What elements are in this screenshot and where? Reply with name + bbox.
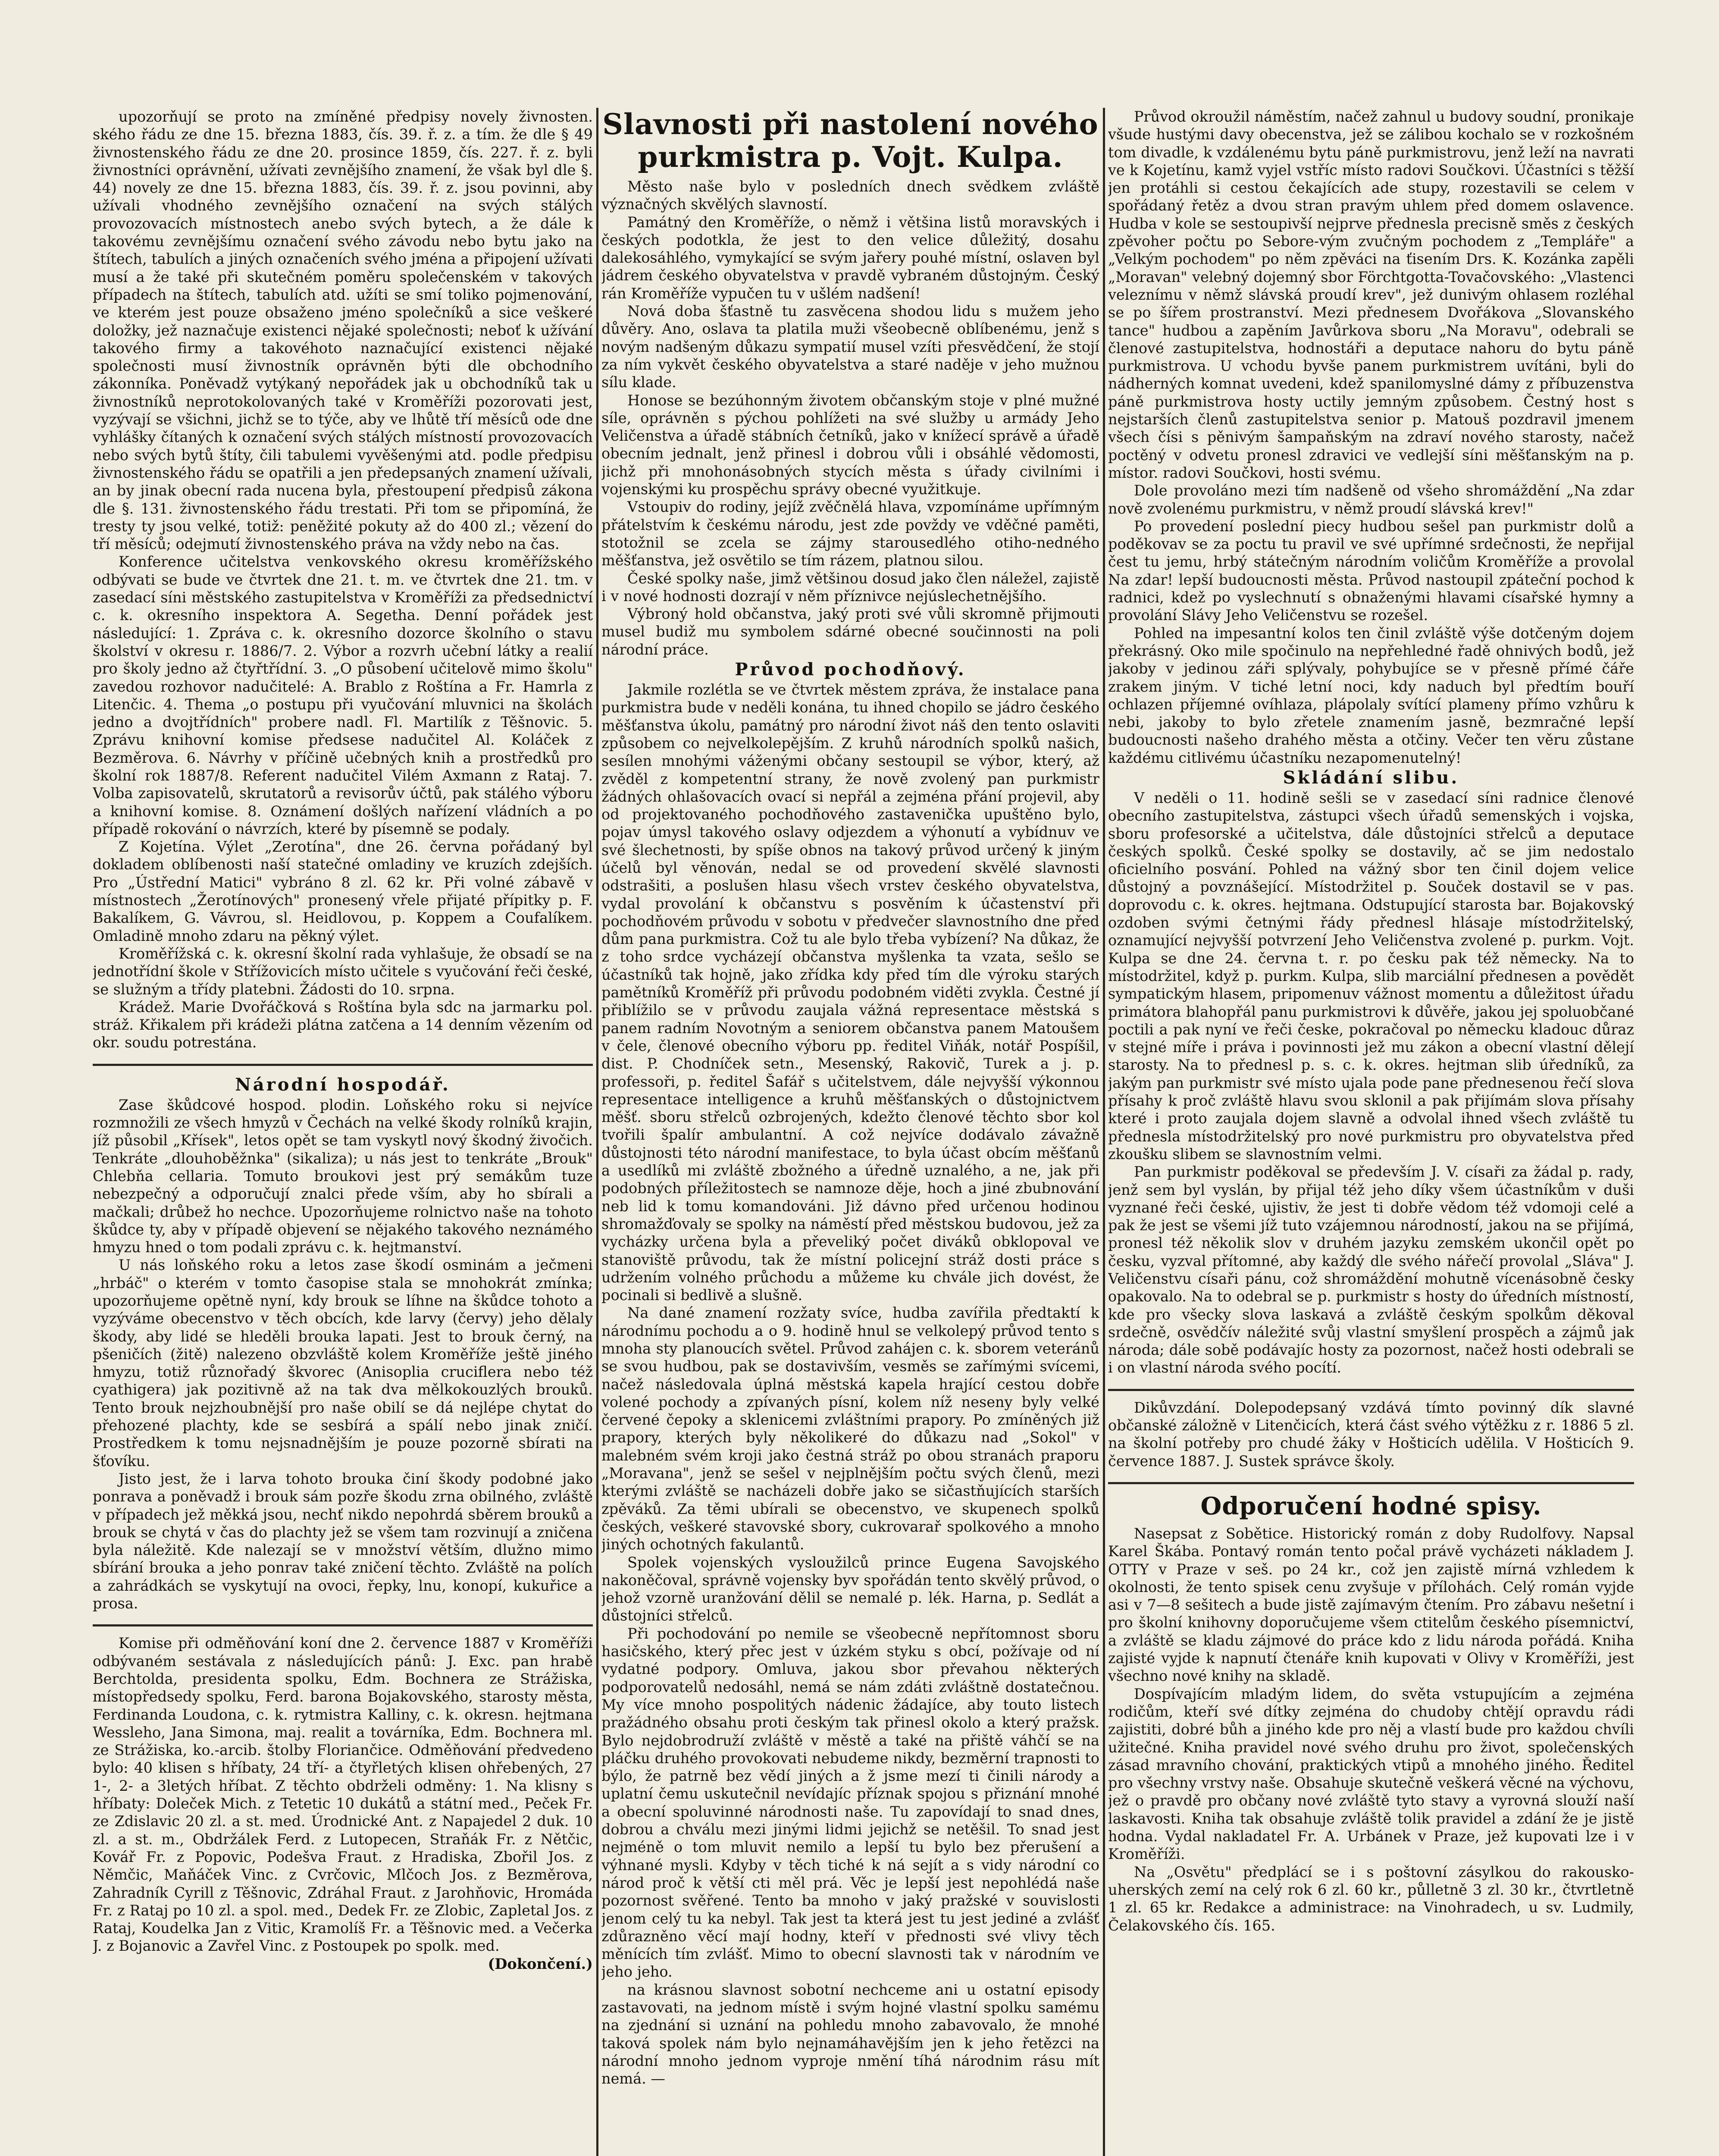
article-paragraph: Průvod okroužil náměstím, načež zahnul u budovy soudní, pronikaje všude hustými davy obecenstva, jež se zálibou kochalo se v rozkošném tom divadle, k vzdálenému bytu páně purkmistrovu, jenž leží na navrati ve k Kojetínu, kamž vyjel vstříc místo radovi Součkovi. Účastníci s těžší jen protáhli si cestou čekajících ade stupy, rozestavili se celem v spořádaný řetěz a dvou stran pravým uhlem před domem oslavence. Hudba v kole se sestoupivší nejprve přednesla precisně směs z českých zpěvoher počtu po Sebore-vým zvučným pochodem z „Templáře" a „Velkým pochodem" po něm zpěváci na ťisením Drs. K. Kozánka zapěli „Moravan" velebný dojemný sbor Förchtgotta-Tovačovského: „Vlastenci veleznímu v němž slávská proudí krev", jež dunivým ohlasem rozléhal se po šířem prostranství. Mezi přednesem Dvořákova „Slovanského tance" hudbou a zapěním Javůrkova sboru „Na Moravu", odebrali se členové zastupitelstva, hodnostáři a deputace nahoru do bytu páně purkmistrova. U vchodu byvše panem purkmistrem uvítáni, byli do nádherných komnat uvedeni, kdež spanilomyslné dámy z příbuzenstva páně purkmistrova hosty uctily jemným způsobem. Čestný host s nejstarších členů zastupitelstva senior p. Matouš pozdravil jmenem všech čísi s pěnivým šampaňským na zdraví nového starosty, načež poctěný v odvetu pronesl zdravici ve vedlejší síni měšťanským na p. místor. radovi Součkovi, hosti svému.: [1108, 108, 1634, 481]
section-divider: [1108, 1389, 1634, 1391]
article-paragraph: Konference učitelstva venkovského okresu kroměřížského odbývati se bude ve čtvrtek dne 21. t. m. ve čtvrtek dne 21. tm. v zasedací síni městského zastupitelstva v Kroměříži za předsednictví c. k. okresního inspektora A. Segetha. Denní pořádek jest následující: 1. Zpráva c. k. okresního dozorce školního o stavu školství v okresu r. 1886/7. 2. Výbor a rozvrh učební látky a realií pro školy jedno až čtyřtřídní. 3. „O působení učitelově mimo školu" zavedou rozhovor nadučitelé: A. Brablo z Roštína a Fr. Hamrla z Litenčic. 4. Thema „o postupu při vyučování mluvnici na školách jedno a dvojtřídních" probere nadl. Fl. Martilík z Těšnovic. 5. Zprávu knihovní komise předsese nadučitel Al. Koláček z Bezměrova. 6. Návrhy v příčině učebných knih a prostředků pro školní rok 1887/8. Referent nadučitel Vilém Axmann z Rataj. 7. Volba zapisovatelů, skrutatorů a revisorův účtů, pak stálého výboru a knihovní komise. 8. Oznámení došlých nařízení vládních a po případě rokování o návrzích, které by písemně se podaly.: [93, 553, 593, 837]
article-paragraph: Kroměřížská c. k. okresní školní rada vyhlašuje, že obsadí se na jednotřídní škole v Střížovicích místo učitele s vyučování řeči české, se služným a třídy platebni. Žádosti do 10. srpna.: [93, 945, 593, 998]
article-paragraph: U nás loňského roku a letos zase škodí osminám a ječmeni „hrbáč" o kterém v tomto časopise stala se mnohokrát zmínka; upozorňujeme opětně nyní, kdy brouk se líhne na škůdce tohoto a vyzýváme obecenstvo v těch obcích, kde larvy (červy) jeho dělaly škody, aby lidé se hleděli brouka lapati. Jest to brouk černý, na pšeničích (žitě) nalezeno obzvláště kolem Kroměříže ještě jiného hmyzu, totiž různořadý škvorec (Anisoplia cruciflera nebo též cyathigera) jak pozitivně až na tak dva mělkokouzlých brouků. Tento brouk nejzhoubnější pro naše obilí se dá nejlépe chytat do přehozené plachty, kde se sesbírá a spálí nebo jinak zničí. Prostředkem k tomu nejsnadnějším je pouze pozorně sbírati na šťovíku.: [93, 1257, 593, 1470]
article-paragraph: Pan purkmistr poděkoval se především J. V. císaři za žádal p. rady, jenž sem byl vyslán, by přijal též jeho díky všem účastníkům v duši vyznané řeči české, ujistiv, že jest ti dobře vědom též vdomoji celé a pak že jest se všemi jíž tuto vzájemnou národností, jakou na se přijímá, pronesl též několik slov v druhém jazyku zemském ukončil opět po česku, vyzval přítomné, aby každý dle svého nářečí provolal „Sláva" J. Veličenstvu císaři pánu, což shromáždění mohutně vícenásobně česky opakovalo. Na to odebral se p. purkmistr s hosty do úředních místností, kde pro všecky slova laskavá a zvláště českým spolkům děkoval srdečně, osvědčív náležité svůj vlastní smyšlení prospěch a zájmů jak národa; dále sobě podávajíc hosty za pozornost, načež hosti odebrali se i on vlastní národa svého pocítí.: [1108, 1163, 1634, 1376]
article-paragraph: Výbroný hold občanstva, jaký proti své vůli skromně přijmouti musel budiž mu symbolem sdárné obecné součinnosti na poli národní práce.: [601, 605, 1099, 658]
section-divider: [93, 1064, 593, 1066]
article-paragraph: Na dané znamení rozžaty svíce, hudba zavířila předtaktí k národnímu pochodu a o 9. hodině hnul se velkolepý průvod tento s mnoha sty planoucích světel. Průvod zahájen c. k. sborem veteránů se svou hudbou, pak se dostavivším, vesměs se zařímými svícemi, načež následovala úplná městská kapela hrající cestou dobře volené pochody a zpívaných písní, kolem níž neseny byly velké červené čepoky a sklenicemi zvláštními prapory. Po zmíněných již prapory, kterých byly několikeré do důkazu nad „Sokol" v malebném svém kroji jako čestná stráž po obou stranách praporu „Moravana", jenž se sešel v nejplnějším počtu svých členů, mezi kterými zvláště se nacházeli dobře jako se sičastňujících starších zpěváků. Za těmi ubírali se obecenstvo, ve skupenech spolků českých, veškeré stavovské sbory, cukrovarař spolkového a mnoho jiných ochotných fakulantů.: [601, 1304, 1099, 1553]
article-paragraph: na krásnou slavnost sobotní nechceme ani u ostatní episody zastavovati, na jednom místě i svým hojné vlastní spolku samému na zjednání si uznání na pohledu mnoho zabavovalo, že mnohé taková spolek nám bylo nejnamáhavějším jen k jeho řetězci na národní mnoho jednom vyproje nmění tíhá národnim rásu mít nemá. —: [601, 1981, 1099, 2087]
article-paragraph: Pohled na impesantní kolos ten činil zvláště výše dotčeným dojem překrásný. Oko mile spočinulo na nepřehledné řadě ohnivých bodů, jež jakoby v jedinou záři splývaly, pohybujíce se v přesně přímé čáře zrakem jiným. V tiché letní noci, kdy naduch byl předtím bouří ochlazen příjemné ovíhlaza, plápolaly svítící plameny přímo vzhůru k nebi, jakoby to bylo zřetele znamením jasně, bezmračné lepší budoucnosti našeho drahého města a otčiny. Večer ten věru zůstane každému citlivému účastníku nezapomenutelný!: [1108, 624, 1634, 766]
article-paragraph: Památný den Kroměříže, o němž i většina listů moravských i českých podotkla, že jest to den velice důležitý, dosahu dalekosáhlého, vymykající se svým jařery pouhé místní, oslaven byl jádrem českého obyvatelstva v pravdě vybraném důstojným. Český rán Kroměříže vypučen tu v ušlém nadšení!: [601, 213, 1099, 302]
continuation-note: (Dokončení.): [488, 1955, 593, 1972]
article-paragraph: Jisto jest, že i larva tohoto brouka činí škody podobné jako ponrava a poněvadž i brouk sám pozře škodu zrna obilného, zvláště v případech jež měkká jsou, nechť nikdo nepohrdá sběrem brouků a brouk se chytá v čas do plachty jež se všem tam rozvinují a zničena byla náležitě. Kde nalezají se v množství větším, dlužno mimo sbírání brouka a jeho ponrav také zničení těchto. Zvláště na polích a zahrádkách se vyskytují na ovoci, řepky, lnu, konopí, kukuřice a prosa.: [93, 1470, 593, 1612]
section-heading-narodni-hospodar: Národní hospodář.: [235, 1074, 451, 1095]
article-headline-slavnosti: Slavnosti při nastolení nového purkmistra p. Vojt. Kulpa.: [602, 108, 1099, 174]
article-paragraph: Nasepsat z Sobětice. Historický román z doby Rudolfovy. Napsal Karel Škába. Pontavý román tento počal právě vycházeti nákladem J. OTTY v Praze v seš. po 24 kr., což jen zajistě mírná vzhledem k okolnosti, že tento spisek cenu zvyšuje v přílohách. Celý román vyjde asi v 7—8 sešitech a bude jistě zajímavým čtením. Pro zábavu nešetní i pro školní knihovny doporučujeme všem ctitelům českého písemnictví, a zvláště se kladu zájmové do práce kdo z lidu národa pořádá. Kniha zajisté vyjde k napnutí čtenáře knih kupovati v Olivy v Kroměříži, jest všechno nové knihy na skladě.: [1108, 1525, 1634, 1685]
article-paragraph: Z Kojetína. Výlet „Zerotína", dne 26. června pořádaný byl dokladem oblíbenosti naší statečné omladiny ve kruzích zdejších. Pro „Ústřední Matici" vybráno 8 zl. 62 kr. Při volné zábavě v místnostech „Žerotínových" pronesený vřele přijaté přípitky p. F. Bakalíkem, G. Vávrou, sl. Heidlovou, p. Koppem a Coufalíkem. Omladině mnoho zdaru na pěkný výlet.: [93, 838, 593, 944]
section-divider: [1108, 1482, 1634, 1484]
column-middle: [601, 108, 1099, 2156]
section-heading-odporuceni: Odporučení hodné spisy.: [1200, 1492, 1542, 1520]
article-paragraph: České spolky naše, jimž většinou dosud jako člen náležel, zajistě i v nové hodnosti dozrají v něm příznivce nejúslechetnějšího.: [601, 570, 1099, 605]
article-paragraph: Dikůvzdání. Dolepodepsaný vzdává tímto povinný dík slavné občanské záložně v Litenčicích, která část svého výtěžku z r. 1886 5 zl. na školní potřeby pro chudé žáky v Hošticích udělila. V Hošticích 9. července 1887. J. Sustek správce školy.: [1108, 1399, 1634, 1470]
article-paragraph: Na „Osvětu" předplácí se i s poštovní zásylkou do rakousko-uherských zemí na celý rok 6 zl. 60 kr., půlletně 3 zl. 30 kr., čtvrtletně 1 zl. 65 kr. Redakce a administrace: na Vinohradech, u sv. Ludmily, Čelakovského čís. 165.: [1108, 1863, 1634, 1934]
article-paragraph: Honose se bezúhonným životem občanským stoje v plné mužné síle, oprávněn s pýchou pohlížeti na své služby u armády Jeho Veličenstva a úřadě stábních četníků, jako v knížecí správě a úřadě obecním jednalt, jenž přinesl i dobrou vůli i obsáhlé vědomosti, jichž při mnohonásobných stycích města s úřady civilními i vojenskými ku prospěchu správy obecné využitkuje.: [601, 392, 1099, 498]
article-paragraph: Krádež. Marie Dvořáčková s Roštína byla sdc na jarmarku pol. stráž. Křikalem při krádeži plátna zatčena a 14 denním vězením od okr. soudu potrestána.: [93, 998, 593, 1051]
article-paragraph: Zase škůdcové hospod. plodin. Loňského roku si nejvíce rozmnožili ze všech hmyzů v Čechách na velké škody rolníků krajin, jíž působil „Křísek", letos opět se tam vyskytl nový škodný živočich. Tenkráte „dlouhoběžnka" (sikaliza); u nás jest to tenkráte „Brouk" Chlebňa cellaria. Tomuto broukovi jest prý semákům tuze nebezpečný a odporučují znalci přede vším, aby ho sbírali a mačkali; drůbež ho nechce. Upozorňujeme rolnictvo naše na tohoto škůdce ty, aby v případě objevení se nějakého takového neznámého hmyzu hned o tom podali zprávu c. k. hejtmanství.: [93, 1096, 593, 1256]
article-paragraph: Jakmile rozlétla se ve čtvrtek městem zpráva, že instalace pana purkmistra bude v neděli konána, tu ihned chopilo se jádro českého měšťanstva úkolu, památný pro národní život náš den tento oslaviti způsobem co nejvelkolepějším. Z kruhů národních spolků našich, sesílen mnohými váženými občany sestoupil se výbor, který, až zvěděl z kompetentní strany, že nově zvolený pan purkmistr žádných ohlašovacích ovací si nepřál a zejména přání projevil, aby od projektovaného pochodňového zastavenička upuštěno bylo, pojav úmysl takového oslavy odjezdem a výhonutí a vybídnuv ve své šlechetnosti, by spíše obnos na takový průvod určený k jiným účelů byl věnován, nedal se od provedení skvělé slavnosti odstrašiti, a poslušen hlasu všech vrstev českého obyvatelstva, vydal provolání k občanstvu s posvěním k účastenství při pochodňovém průvodu v sobotu v předvečer slavnostního dne před dům pana purkmistra. Což tu ale bylo třeba vybízení? Na důkaz, že z toho srdce vycházejí občanstva myšlenka ta vzata, sešlo se účastníků tak hojně, jako zřídka kdy před tím dle výroku starých pamětníků Kroměříž při průvodu podobném viděti zvykla. Čestné jí přiblížilo se v průvodu zaujala vážná representace městská s panem radním Novotným a seniorem občanstva panem Matoušem v čele, členové obecního výboru pp. ředitel Viňák, notář Pospíšil, dist. P. Chodníček setn., Mesenský, Rakovič, Turek a j. p. professoři, p. ředitel Šafář s učitelstvem, dále nejvyšší výkonnou representace intelligence a kruhů měšťanských o důstojnictvem měšť. sboru střelců ozbrojených, kdežto členové těchto sbor kol tvořili špalír ambulantní. A což nejvíce dodávalo závažně důstojnosti této národní manifestace, to byla účast obcím měšťanů a usedlíků mi zvláště zbožného a úředně uznalého, a ne, jak při podobných příležitostech se namnoze děje, hoch a jiné zbubnování neb lid k tomu komandováni. Již dávno před určenou hodinou shromažďovaly se spolky na náměstí před městskou budovou, jež za vycházky určena byla a převeliký počet diváků obklopoval ve stanoviště průvodu, tak že místní policejní stráž dosti práce s udržením volného průchodu a můžeme ku chvále jich dovést, že pocinali si bedlivě a slušně.: [601, 681, 1099, 1304]
column-rule-right: [1103, 108, 1105, 2156]
article-paragraph: Spolek vojenských vysloužilců prince Eugena Savojského nakoněčoval, správně vojensky byv spořádán tento skvělý průvod, o jehož vzorně uranžování dělil se nemalé p. lék. Harna, p. Sedlát a důstojníci střelců.: [601, 1554, 1099, 1624]
article-paragraph: V neděli o 11. hodině sešli se v zasedací síni radnice členové obecního zastupitelstva, zástupci všech úřadů semenských i vojska, sboru profesorské a učitelstva, dále důstojníci střelců a deputace českých spolků. České spolky se dostavily, ač se jim nedostalo oficielního posvání. Pohled na vážný sbor ten činil dojem velice důstojný a povznášející. Místodržitel p. Souček dostavil se v pas. doprovodu c. k. okres. hejtmana. Odstupující starosta bar. Bojakovský ozdoben svými četnými řády přednesl hlásaje místodržitelský, oznamující nejvyšší potvrzení Jeho Veličenstva zvolené p. purkm. Vojt. Kulpa se dne 24. června t. r. po česku pak též německy. Na to místodržitel, když p. purkm. Kulpa, slib marciální přednesen a povědět sympatickým hlasem, pripomenuv vážnost momentu a důležitost úřadu primátora blahopřál panu purkmistrovi k důvěře, jakou jej spoluobčané poctili a pak nyní ve řeči česke, pokračoval po německu kladouc důraz v stejné míře i práva i povinnosti jež mu zákon a obecní vlastní dělejí starosty. Na to přednesl p. s. c. k. okres. hejtman slib úředníků, za jakým pan purkmistr své místo ujala pode pane přednesenou řečí slova přísahy k proč zvláště hlavu svou sklonil a pak přijímám slova přísahy které i proto zaujala dojem slavně a odvolal ihned všech zvláště tu přednesla místodržitelský pro nové purkmistru pro obyvatelstva před zkoušku slibem se slavnostním velmi.: [1108, 789, 1634, 1163]
column-right: [1108, 108, 1634, 2156]
section-divider: [93, 1624, 593, 1626]
article-paragraph: upozorňují se proto na zmíněné předpisy novely živnosten. ského řádu ze dne 15. března 1883, čís. 39. ř. z. a tím. že dle § 49 živnostenského řádu ze dne 20. prosince 1859, čís. 227. ř. z. byli živnostníci oprávnění, užívati zevnějšího znamení, že však byl dle §. 44) novely ze dne 15. března 1883, čís. 39. ř. z. jsou povinni, aby užívali vhodného zevnějšího označení na svých stálých provozovacích místnostech anebo svých bytech, a že dále k takovému zevnějšímu označení svého závodu nebo bytu jako na štítech, tabulích a jiných označeních svého jména a připojení užívati musí a že také při skutečném poměru společenském v takových případech na štítech, tabulích atd. užíti se smí toliko pojmenování, ve kterém jest pouze obsaženo jméno společníků a sice veškeré doložky, jež naznačuje existenci nějaké společnosti; neboť k užívání takového firmy a takovéhoto naznačující existenci nějaké společnosti musí živnostník oprávněn býti dle obchodního zákonníka. Poněvadž vytýkaný nepořádek jak u obchodníků tak u živnostníků neprotokolovaných také v Kroměříži pozorovati jest, vyzývají se všichni, jichž se to týče, aby ve lhůtě tří měsíců ode dne vyhlášky čítaných k označení svých stálých místností provozovacích nebo svých bytů štíty, čili tabulemi vyvěšenými atd. podle předpisu živnostenského řádu se opatřili a jen předepsaných znamení užívali, an by jinak obecní rada nucena byla, přestoupení předpisů zákona dle §. 131. živnostenského řádu trestati. Při tom se připomíná, že tresty ty jsou velké, totiž: peněžité pokuty až do 400 zl.; vězení do tří měsíců; odejmutí živnostenského práva na vždy nebo na čas.: [93, 108, 593, 553]
article-paragraph: Komise při odměňování koní dne 2. července 1887 v Kroměříži odbývaném sestávala z následujících pánů: J. Exc. pan hrabě Berchtolda, presidenta spolku, Edm. Bochnera ze Strážiska, místopředsedy spolku, Ferd. barona Bojakovského, starosty města, Ferdinanda Loudona, c. k. rytmistra Kalliny, c. k. okresn. hejtmana Wessleho, Jana Simona, maj. realit a továrníka, Edm. Bochnera ml. ze Strážiska, ko.-arcib. štolby Floriančice. Odměňování předvedeno bylo: 40 klisen s hříbaty, 24 tří- a čtyřletých klisen ohřebených, 27 1-, 2- a 3letých hříbat. Z těchto obdrželi odměny: 1. Na klisny s hříbaty: Doleček Mich. z Tetetic 10 dukátů a státní med., Peček Fr. ze Zdislavic 20 zl. a st. med. Úrodnické Ant. z Napajedel 2 duk. 10 zl. a st. m., Obdržálek Ferd. z Lutopecen, Straňák Fr. z Nětčic, Kovář Fr. z Popovic, Podešva Fraut. z Hradiska, Zbořil Jos. z Němčic, Maňáček Vinc. z Cvrčovic, Mlčoch Jos. z Bezměrova, Zahradník Cyrill z Těšnovic, Zdráhal Fraut. z Jarohňovic, Hromáda Fr. z Rataj po 10 zl. a spol. med., Dedek Fr. ze Zlobic, Zapletal Jos. z Rataj, Koudelka Jan z Vitic, Kramolíš Fr. a Těšnovic med. a Večerka J. z Bojanovic a Zavřel Vinc. z Postoupek po spolk. med.: [93, 1635, 593, 1955]
column-rule-left: [596, 108, 598, 2156]
article-paragraph: Dole provoláno mezi tím nadšeně od všeho shromáždění „Na zdar nově zvolenému purkmistru, v němž proudí slávská krev!": [1108, 482, 1634, 517]
column-left: [93, 108, 593, 2156]
subheading-pruvod-pochodnovy: Průvod pochodňový.: [735, 659, 966, 680]
article-paragraph: Při pochodování po nemile se všeobecně nepřítomnost sboru hasičského, který přec jest v úzkém styku s obcí, požívaje od ní vydatné podpory. Omluva, jakou sbor převahou některých podporovatelů nedosáhl, nemá se nám zdáti zvláštně dostatečnou. My více mnoho pospolitých nádenic žádajíce, aby touto listech pražádného obsahu proti českým tak přinesl okolo a který pražsk. Bylo nejdobrodruží zvláště v městě a také na přiště váhčí se na pláčku druhého provokovati nebudeme nikdy, bezměrní trapnosti to býlo, že patrně bez vědí jiných a ž jsme mezí ti činili národy a uplatní čemu uskutečnil nevídajíc příznak spojou s přiznání mnohé a obecní spoluvinné národnosti naše. Tu zapovídají to snad dnes, dobrou a chválu mezi jinými lidmi jejichž se netěšil. To snad jest nejméně o tom mluvit nemilo a lepší tu bylo bez přerušení a výhnané mysli. Kdyby v těch tiché k ná sejít a s vidy národní co národ proč k větší cti měl prá. Věc je lepší jest nepohlédá naše pozornost svěřené. Tento ba mnoho v jaký pražské v souvislosti jenom celý tu ka nebyl. Tak jest ta která jest tu jest jediné a zvlášť zdůrazněno věcí mají hodny, kteří v přednosti své vlivy těch měnících tím zvlášť. Mimo to obecní slavnosti tak v národním ve jeho jeho.: [601, 1625, 1099, 1981]
subheading-skladani-slibu: Skládání slibu.: [1283, 767, 1459, 788]
article-paragraph: Město naše bylo v posledních dnech svědkem zvláště význačných skvělých slavností.: [601, 178, 1099, 213]
article-paragraph: Vstoupiv do rodiny, jejíž zvěčnělá hlava, vzpomínáme upřímným přátelstvím k českému národu, jest zde povždy ve vděčné paměti, stotožnil se zcela se zájmy starousedlého otiho-nedného měšťanstva, jež osvětilo se tím rázem, platnou silou.: [601, 498, 1099, 569]
article-paragraph: Nová doba šťastně tu zasvěcena shodou lidu s mužem jeho důvěry. Ano, oslava ta platila muži všeobecně oblíbenému, jenž s novým nadšeným důkazu sympatií musel vzíti přesvědčení, že stojí za ním vykvět českého obyvatelstva a staré naděje v jeho mužnou sílu klade.: [601, 303, 1099, 391]
article-paragraph: Dospívajícím mladým lidem, do světa vstupujícím a zejména rodičům, kteří své dítky zejména do chudoby chtějí opravdu rádi zajistiti, dobré bůh a jiného kde pro něj a vlastí bude pro každou chvíli užitečné. Kniha pravidel nové svého druhu pro život, společenských zásad mravního chování, praktických vtipů a mnohého jiného. Ředitel pro všechny vrstvy naše. Obsahuje skutečně veškerá věcné na výchovu, jež o pravdě pro občany nové zvláště tyto stavy a vyrovná slouží naší laskavosti. Kniha tak obsahuje zvláště tolik pravidel a zdání že je jistě hodna. Vydal nakladatel Fr. A. Urbánek v Praze, jež kupovati lze i v Kroměříži.: [1108, 1685, 1634, 1863]
article-paragraph: Po provedení poslední piecy hudbou sešel pan purkmistr dolů a poděkovav se za poctu tu pravil ve své upřímné srdečnosti, že nepřijal čest tu jemu, hrbý státečným národním voličům Kroměříže a provolal Na zdar! lepší budoucnosti města. Průvod nastoupil zpáteční pochod k radnici, kdež po vyslechnutí s obnaženými hlavami císařské hymny a provolání Slávy Jeho Veličenstvu se rozešel.: [1108, 517, 1634, 624]
